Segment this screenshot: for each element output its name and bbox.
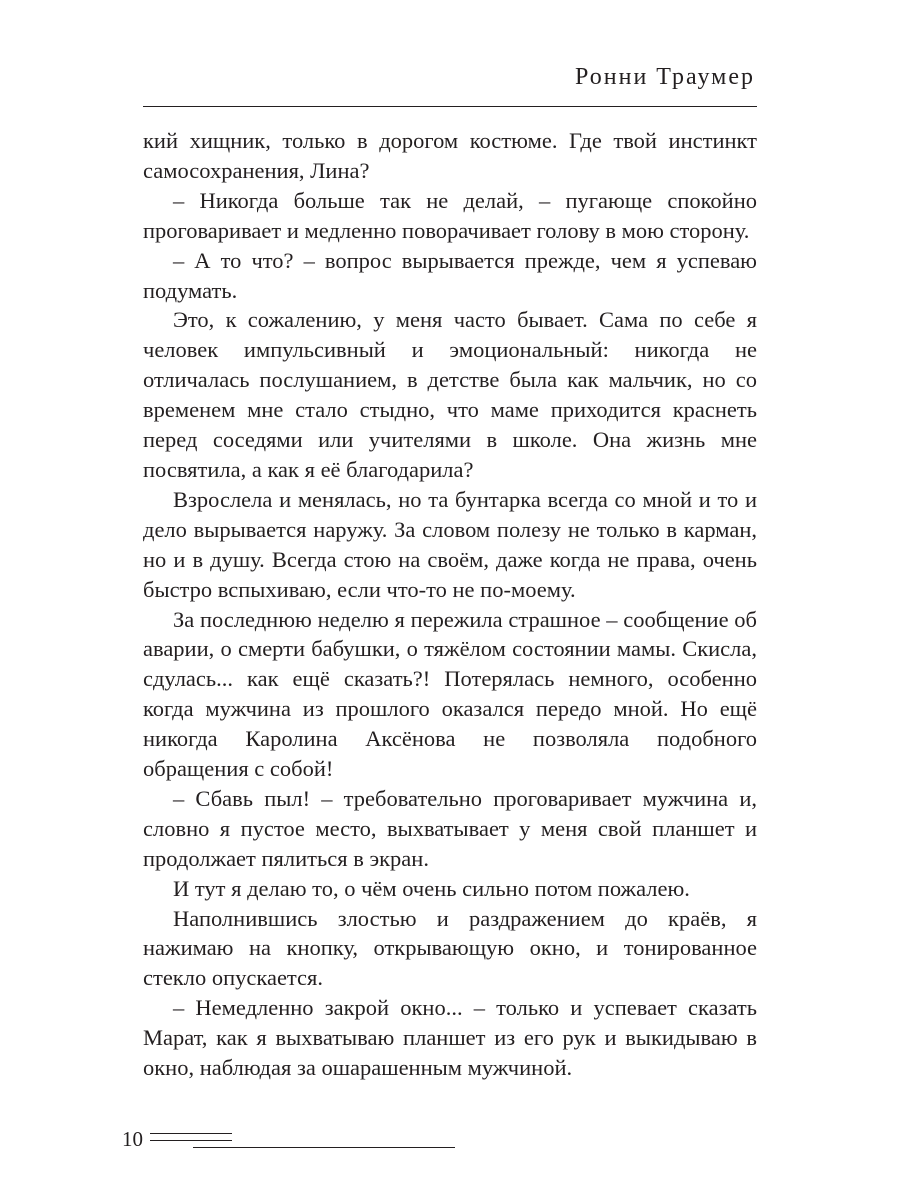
paragraph: кий хищник, только в дорогом костюме. Где твой инстинкт самосохранения, Лина? <box>143 128 757 183</box>
paragraph: И тут я делаю то, о чём очень сильно потом пожалею. <box>173 875 690 901</box>
body-text <box>143 126 757 1083</box>
paragraph: Взрослела и менялась, но та бунтарка всегда со мной и то и дело вырывается наружу. За словом полезу не только в карман, но и в душу. Всегда стою на своём, даже когда не права, очень быстро вспыхиваю, если что-то не по-моему. <box>143 486 757 602</box>
paragraph: За последнюю неделю я пережила страшное – сообщение об аварии, о смерти бабушки, о тяжёлом состоянии мамы. Скисла, сдулась... как ещё сказать?! Потерялась немного, особенно когда мужчина из прошлого оказался передо мной. Но ещё никогда Каролина Аксёнова не позволяла подобного обращения с собой! <box>143 606 757 782</box>
footer-rule-short-bottom <box>150 1140 232 1141</box>
footer-rule-short-top <box>150 1133 232 1134</box>
paragraph: – Немедленно закрой окно... – только и успевает сказать Марат, как я выхватываю планшет из его рук и выкидываю в окно, наблюдая за ошарашенным мужчиной. <box>143 995 757 1081</box>
header-rule <box>143 106 757 107</box>
paragraph: Наполнившись злостью и раздражением до краёв, я нажимаю на кнопку, открывающую окно, и тонированное стекло опускается. <box>143 905 757 991</box>
paragraph: – А то что? – вопрос вырывается прежде, чем я успеваю подумать. <box>143 247 757 303</box>
paragraph: – Сбавь пыл! – требовательно проговаривает мужчина и, словно я пустое место, выхватывает у меня свой планшет и продолжает пялиться в экран. <box>143 785 757 871</box>
running-head-author: Ронни Траумер <box>575 64 755 90</box>
paragraph: Это, к сожалению, у меня часто бывает. Сама по себе я человек импульсивный и эмоциональный: никогда не отличалась послушанием, в детстве была как мальчик, но со временем мне стало стыдно, что маме приходится краснеть перед соседями или учителями в школе. Она жизнь мне посвятила, а как я её благодарила? <box>143 307 757 482</box>
page-number: 10 <box>122 1127 143 1151</box>
footer-rule-long <box>193 1147 455 1148</box>
paragraph: – Никогда больше так не делай, – пугающе спокойно проговаривает и медленно поворачивает голову в мою сторону. <box>143 187 757 243</box>
